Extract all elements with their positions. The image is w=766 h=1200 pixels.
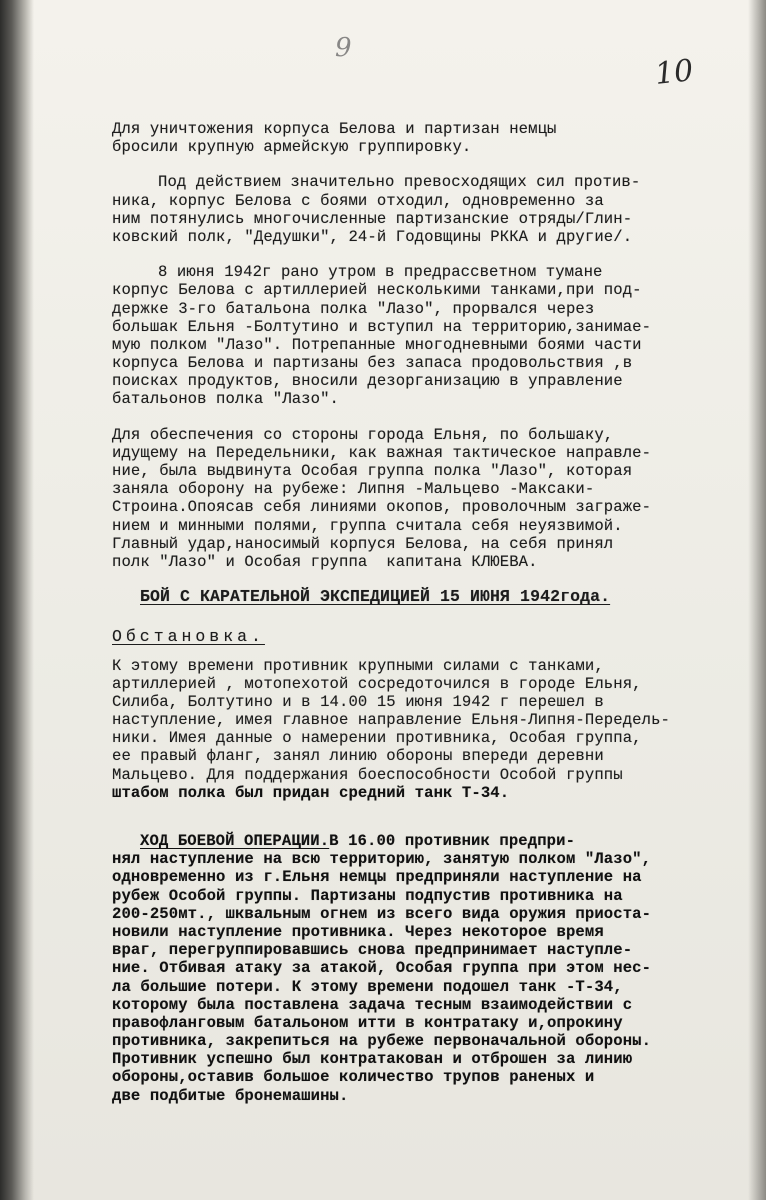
text-line: наступление, имея главное направление Ельня-Липня-Передель- xyxy=(112,711,671,730)
paragraph-3 xyxy=(112,263,737,409)
text-line: обороны,оставив большое количество трупов раненых и xyxy=(112,1068,595,1087)
binding-shadow xyxy=(0,0,34,1200)
text-line: Для обеспечения со стороны города Ельня, по большаку, xyxy=(112,425,614,444)
text-line: Под действием значительно превосходящих сил против- xyxy=(158,173,641,192)
text-line: Строина.Опоясав себя линиями окопов, проволочным заграже- xyxy=(112,498,652,517)
text-line: 8 июня 1942г рано утром в предрассветном тумане xyxy=(158,263,603,282)
situation-paragraph xyxy=(112,657,737,803)
subsection-heading: Обстановка. xyxy=(112,627,265,647)
text-line: враг, перегруппировавшись снова предпринимает наступле- xyxy=(112,941,633,960)
text-line: ним потянулись многочисленные партизанские отряды/Глин- xyxy=(112,209,633,228)
text-line: большак Ельня -Болтутино и вступил на территорию,занимае- xyxy=(112,317,652,336)
text-line: ее правый фланг, занял линию обороны впереди деревни xyxy=(112,747,604,766)
section-heading: БОЙ С КАРАТЕЛЬНОЙ ЭКСПЕДИЦИЕЙ 15 ИЮНЯ 1942года. xyxy=(140,587,611,607)
operation-first-line xyxy=(112,832,737,850)
text-line: ние. Отбивая атаку за атакой, Особая группа при этом нес- xyxy=(112,959,652,978)
text-line: корпуса Белова и партизаны без запаса продовольствия ,в xyxy=(112,354,633,373)
text-line: одновременно из г.Ельня немцы предприняли наступление на xyxy=(112,868,642,887)
text-line: корпус Белова с артиллерией несколькими танками,при под- xyxy=(112,281,642,300)
text-line: полк "Лазо" и Особая группа капитана КЛЮЕВА. xyxy=(112,552,538,571)
text-line: нял наступление на всю территорию, занятую полком "Лазо", xyxy=(112,850,652,869)
text-line: которому была поставлена задача тесным взаимодействии с xyxy=(112,995,633,1014)
text-line: Мальцево. Для поддержания боеспособности Особой группы xyxy=(112,765,623,784)
page-edge xyxy=(748,0,766,1200)
text-fragment: В 16.00 противник предпри- xyxy=(329,832,576,851)
text-line: Главный удар,наносимый корпуся Белова, на себя принял xyxy=(112,534,614,553)
paragraph-1 xyxy=(112,120,737,156)
text-line: идущему на Передельники, как важная тактическое направле- xyxy=(112,443,652,462)
text-line: мую полком "Лазо". Потрепанные многодневными боями части xyxy=(112,335,642,354)
text-line: ние, была выдвинута Особая группа полка "Лазо", которая xyxy=(112,462,633,480)
text-line: Для уничтожения корпуса Белова и партизан немцы xyxy=(112,120,557,138)
text-line: противника, закрепиться на рубеже первоначальной обороны. xyxy=(112,1032,652,1051)
text-line: ника, корпус Белова с боями отходил, одновременно за xyxy=(112,191,604,210)
text-line: поисках продуктов, вносили дезорганизацию в управление xyxy=(112,372,623,391)
operation-title: ХОД БОЕВОЙ ОПЕРАЦИИ. xyxy=(140,832,330,851)
text-line: держке 3-го батальона полка "Лазо", прорвался через xyxy=(112,299,595,318)
text-line: ники. Имея данные о намерении противника, Особая группа, xyxy=(112,729,642,748)
text-line: рубеж Особой группы. Партизаны подпустив противника на xyxy=(112,886,623,905)
paragraph-2 xyxy=(112,173,737,246)
text-line: Противник успешно был контратакован и отброшен за линию xyxy=(112,1050,633,1069)
text-line: К этому времени противник крупными силами с танками, xyxy=(112,656,604,675)
paragraph-4 xyxy=(112,426,737,572)
text-line: батальонов полка "Лазо". xyxy=(112,390,339,409)
text-line: 200-250мт., шквальным огнем из всего вида оружия приоста- xyxy=(112,904,652,923)
text-line: правофланговым батальоном итти в контратаку и,опрокину xyxy=(112,1013,623,1032)
page-number: 10 xyxy=(653,53,695,92)
text-line: Силиба, Болтутино и в 14.00 15 июня 1942 г перешел в xyxy=(112,692,604,711)
text-line: заняла оборону на рубеже: Липня -Мальцево -Максаки- xyxy=(112,480,595,499)
typewritten-text xyxy=(112,120,737,1122)
text-line: штабом полка был придан средний танк Т-34. xyxy=(112,783,510,802)
text-line: артиллерией , мотопехотой сосредоточился в городе Ельня, xyxy=(112,674,642,693)
text-line: бросили крупную армейскую группировку. xyxy=(112,138,472,157)
folio-mark: 9 xyxy=(335,33,352,63)
text-line: ковский полк, "Дедушки", 24-й Годовщины РККА и другие/. xyxy=(112,227,633,246)
text-line: нием и минными полями, группа считала себя неуязвимой. xyxy=(112,516,623,535)
operation-paragraph xyxy=(112,832,737,1105)
text-line: новили наступление противника. Через некоторое время xyxy=(112,922,604,941)
text-line: две подбитые бронемашины. xyxy=(112,1086,349,1105)
text-line: ла большие потери. К этому времени подошел танк -Т-34, xyxy=(112,977,623,996)
